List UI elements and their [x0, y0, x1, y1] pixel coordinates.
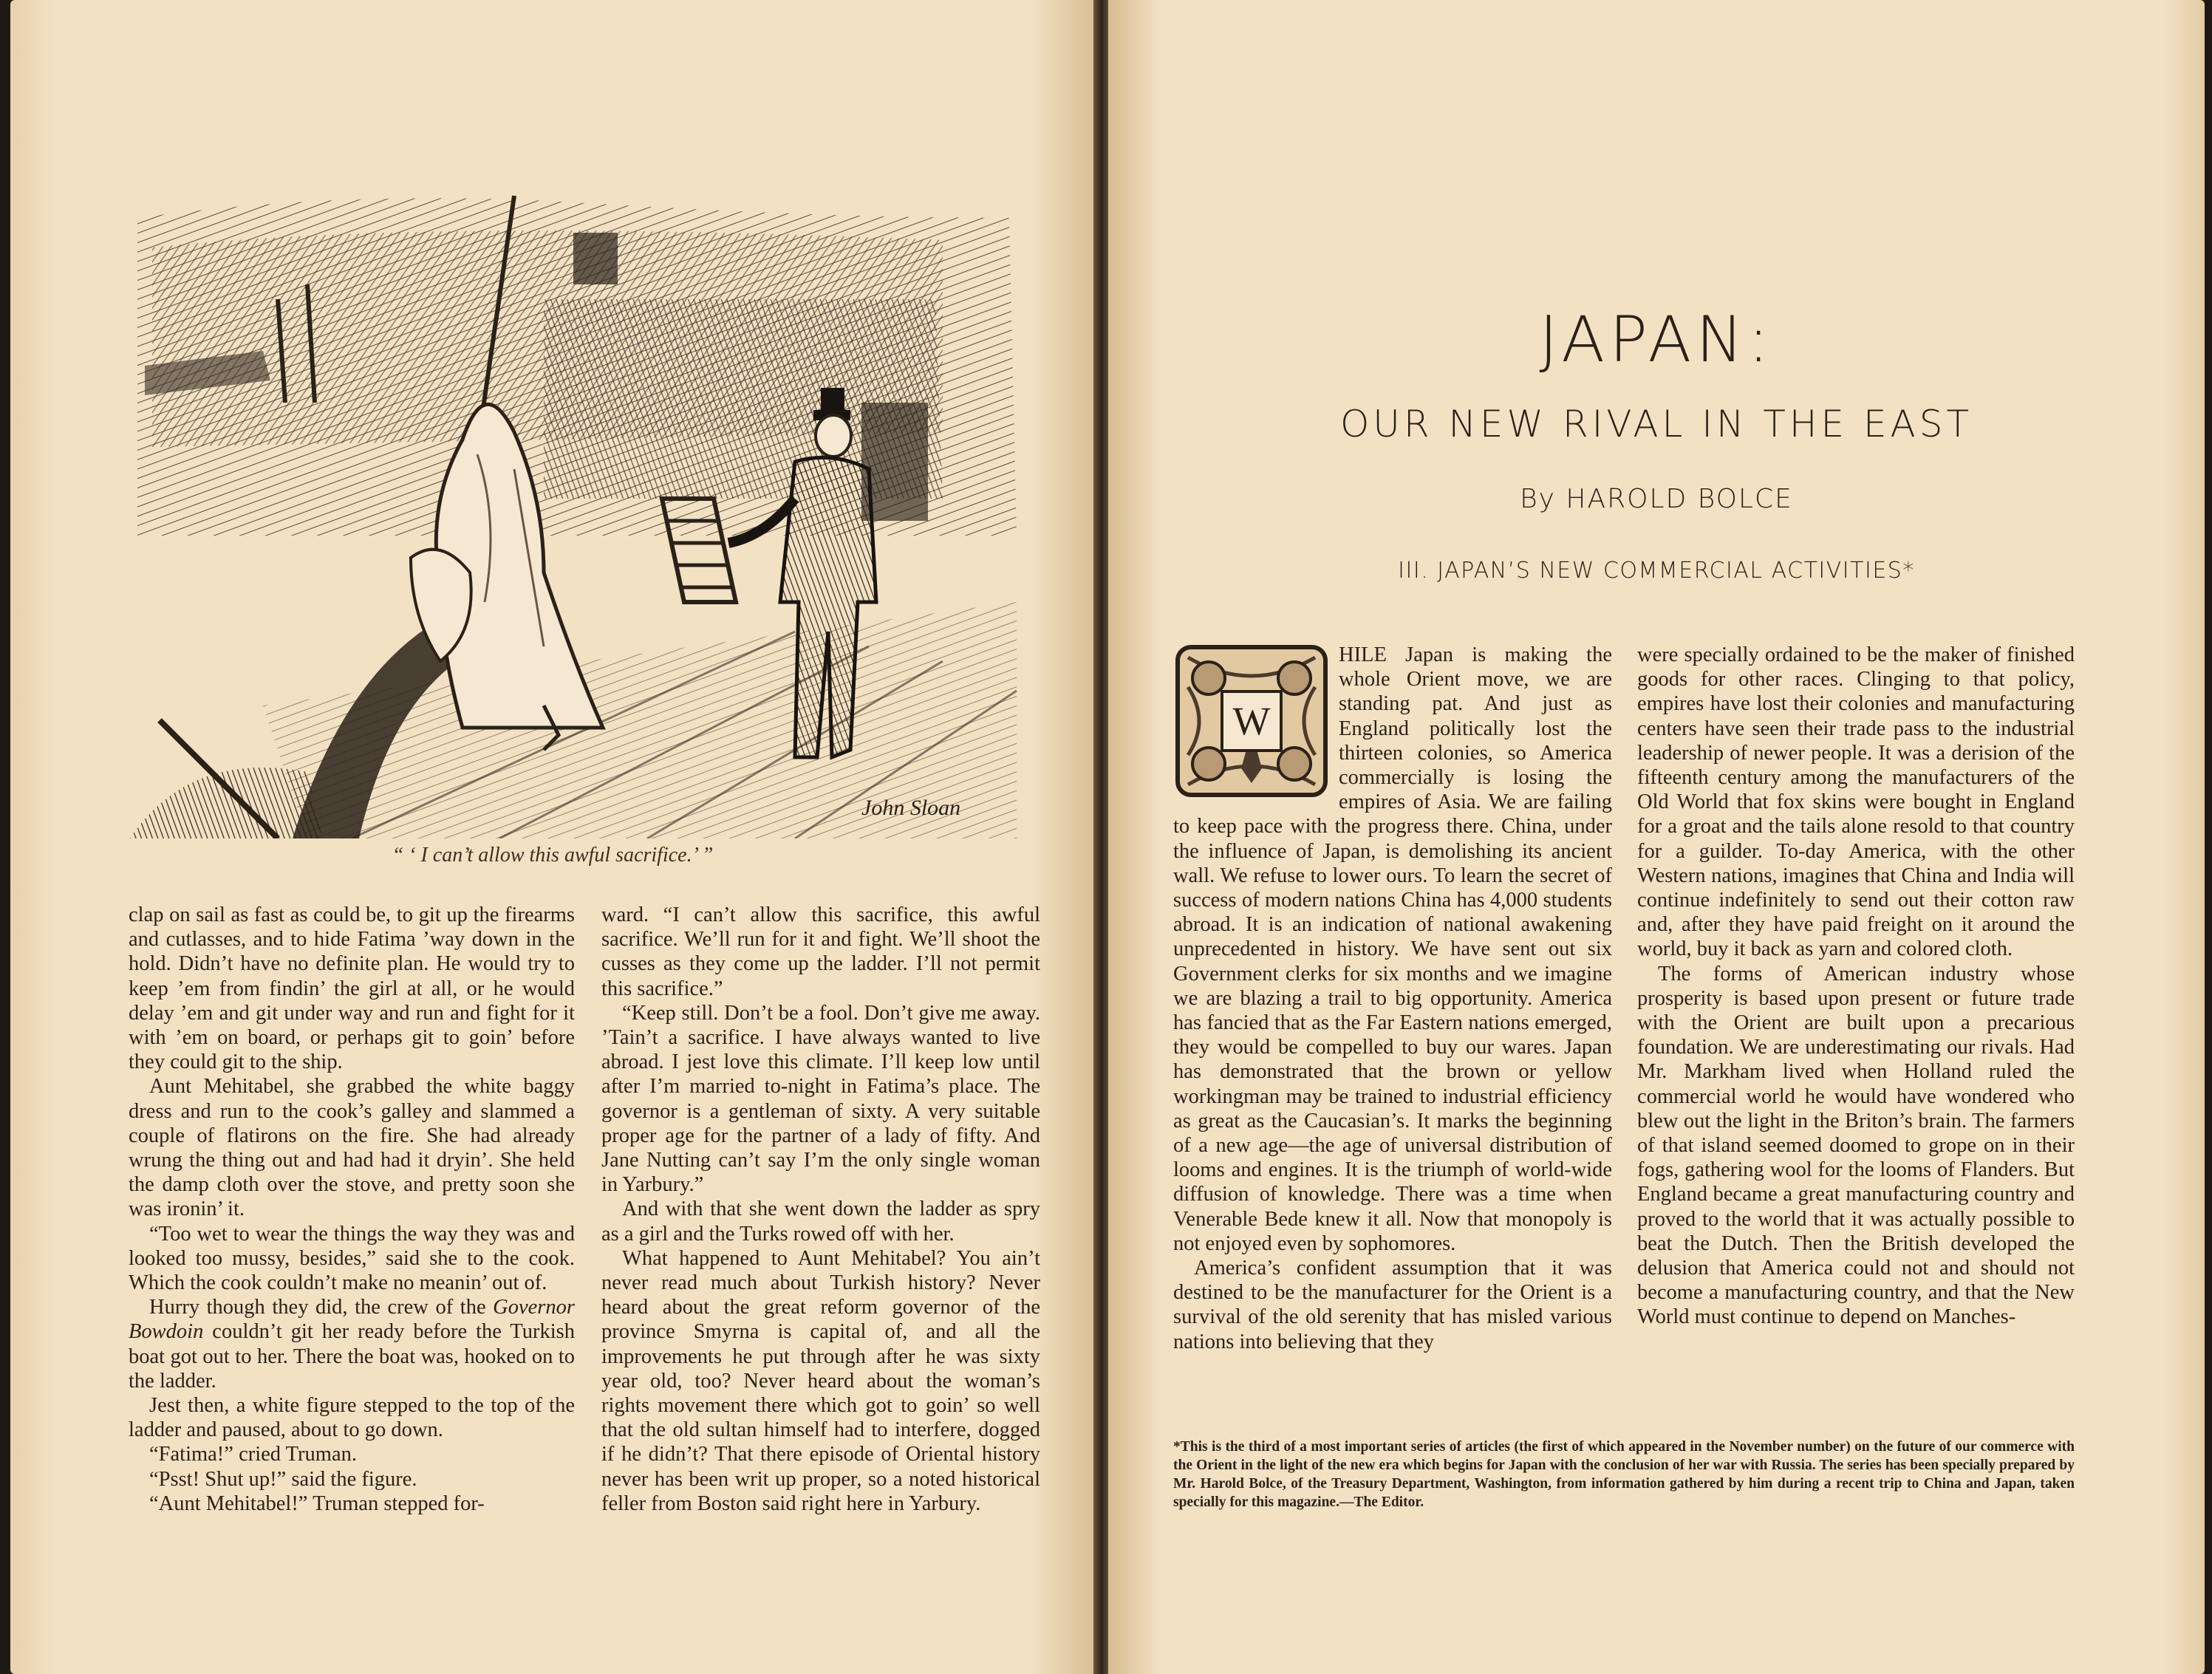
paragraph: clap on sail as fast as could be, to git up the firearms and cutlasses, and to hide Fatima ’way down in the hold. Didn’t have no definite plan. He would try to keep ’em from findin’ the girl at all, or he would delay ’em and git under way and run and fight for it with ’em on board, or perhaps git to goin’ before they could git to the ship.	[129, 903, 575, 1074]
paragraph: “Keep still. Don’t be a fool. Don’t give me away. ’Tain’t a sacrifice. I have always wanted to live abroad. I jest love this climate. I’ll keep low until after I’m married to-night in Fatima’s place. The governor is a gentleman of sixty. A very suitable proper age for the partner of a lady of fifty. And Jane Nutting can’t say I’m the only single woman in Yarbury.”	[601, 1001, 1040, 1197]
book-gutter	[1093, 0, 1110, 1674]
right-column-2	[1637, 643, 2075, 1330]
paragraph: And with that she went down the ladder as spry as a girl and the Turks rowed off with her.	[601, 1198, 1040, 1246]
paragraph: were specially ordained to be the maker of finished goods for other races. Clinging to that policy, empires have lost their colonies and manufacturing centers have seen their trade pass to the industrial leadership of newer people. It was a derision of the fifteenth century among the manufacturers of the Old World that fox skins were bought in England for a groat and the tails alone resold to that country for a guilder. To-day America, with the other Western nations, imagines that China and India will continue indefinitely to send out their cotton raw and, after they have paid freight on it around the world, buy it back as yarn and colored cloth.	[1637, 643, 2075, 961]
text-run: couldn’t git her ready before the Turkish boat got out to her. There the boat was, hooked on to the ladder.	[129, 1320, 575, 1393]
article-section-heading: III. JAPAN’S NEW COMMERCIAL ACTIVITIES*	[1398, 558, 1915, 584]
illustration-signature: John Sloan	[861, 796, 961, 820]
paragraph: “Fatima!” cried Truman.	[149, 1443, 357, 1466]
left-column-1	[129, 903, 575, 1516]
paragraph: “Aunt Mehitabel!” Truman stepped for-	[149, 1492, 485, 1515]
paragraph: What happened to Aunt Mehitabel? You ain’t never read much about Turkish history? Never heard about the great reform governor of the province Smyrna is capital of, and all the improvements he put through after he was sixty year old, too? Never heard about the woman’s rights movement there which got to goin’ so well that the old sultan himself had to interfere, dogged if he didn’t? That there episode of Oriental history never has been writ up proper, so a noted historical feller from Boston said right here in Yarbury.	[601, 1246, 1040, 1515]
right-page	[1108, 0, 2205, 1674]
paragraph: Aunt Mehitabel, she grabbed the white baggy dress and run to the cook’s galley and slammed a couple of flatirons on the fire. She had already wrung the thing out and had had it dryin’. She held the damp cloth over the stove, and pretty soon she was ironin’ it.	[129, 1075, 575, 1221]
editor-footnote: *This is the third of a most important series of articles (the first of which appeared in the November number) on the future of our commerce with the Orient in the light of the new era which begins for Japan with the conclusion of her war with Russia. The series has been specially prepared by Mr. Harold Bolce, of the Treasury Department, Washington, from information gathered by him during a recent trip to China and Japan, taken specially for this magazine.—The Editor.	[1173, 1439, 2075, 1510]
paragraph: Jest then, a white figure stepped to the top of the ladder and paused, about to go down.	[129, 1394, 575, 1442]
paragraph: HILE Japan is making the whole Orient move, we are standing pat. And just as England politically lost the thirteen colonies, so America commercially is losing the empires of Asia. We are failing to keep pace with the progress there. China, under the influence of Japan, is demolishing its ancient wall. We refuse to lower ours. To learn the secret of success of modern nations China has 4,000 students abroad. It is an indication of national awakening unprecedented in history. We have sent out six Government clerks for six months and we imagine we are blazing a trail to big opportunity. America has fancied that as the Far Eastern nations emerged, they would be compelled to buy our wares. Japan has demonstrated that the brown or yellow workingman may be trained to industrial efficiency as great as the Caucasian’s. It marks the beginning of a new age—the age of universal distribution of looms and engines. It is the triumph of world-wide diffusion of knowledge. There was a time when Venerable Bede knew it all. Now that monopoly is not enjoyed even by sophomores.	[1173, 643, 1612, 1255]
article-title: JAPAN:	[1539, 303, 1774, 377]
right-column-1	[1173, 643, 1612, 1354]
ornamental-dropcap	[1173, 643, 1330, 799]
ship-deck-illustration	[130, 188, 1031, 838]
text-run: Hurry though they did, the crew of the	[149, 1296, 494, 1319]
paragraph: The forms of American industry whose prosperity is based upon present or future trade with the Orient are built upon a precarious foundation. We are underestimating our rivals. Had Mr. Markham lived when Holland ruled the commercial world he would have wondered who blew out the light in the Briton’s brain. The farmers of that island seemed doomed to grope on in their fogs, gathering wool for the looms of Flanders. But England became a great manufacturing country and proved to the world that it was actually possible to beat the Dutch. Then the British developed the delusion that America could not and should not become a manufacturing country, and that the New World must continue to depend on Manches-	[1637, 962, 2075, 1329]
paragraph: “Too wet to wear the things the way they was and looked too mussy, besides,” said she to the cook. Which the cook couldn’t make no meanin’ out of.	[129, 1222, 575, 1295]
paragraph: ward. “I can’t allow this sacrifice, this awful sacrifice. We’ll run for it and fight. We’ll shoot the cusses as they come up the ladder. I’ll not permit this sacrifice.”	[601, 903, 1040, 1000]
dropcap-letter: W	[1232, 699, 1271, 743]
left-page	[10, 0, 1095, 1674]
paragraph	[129, 1295, 575, 1393]
ship-name: Governor Bowdoin	[129, 1296, 575, 1344]
left-column-2	[601, 903, 1040, 1516]
article-subtitle: OUR NEW RIVAL IN THE EAST	[1339, 403, 1973, 445]
paragraph: “Psst! Shut up!” said the figure.	[149, 1467, 417, 1491]
article-byline: By HAROLD BOLCE	[1520, 484, 1793, 514]
illustration-caption: “ ‘ I can’t allow this awful sacrifice.’ ”	[392, 844, 714, 867]
paragraph: America’s confident assumption that it was destined to be the manufacturer for the Orient is a survival of the old serenity that has misled various nations into believing that they	[1173, 1257, 1612, 1353]
